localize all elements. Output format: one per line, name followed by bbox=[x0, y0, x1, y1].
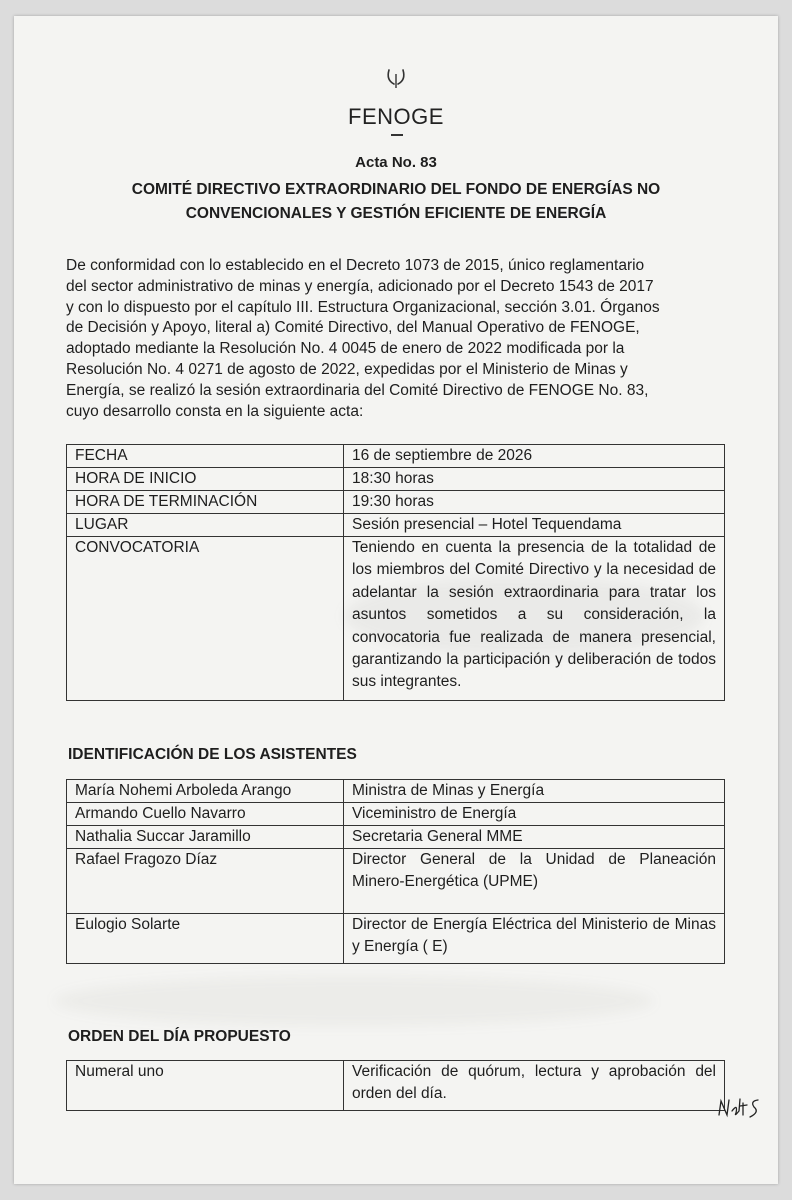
table-row bbox=[67, 468, 725, 491]
title-line-1: COMITÉ DIRECTIVO EXTRAORDINARIO DEL FONDO DE ENERGÍAS NO bbox=[131, 181, 661, 198]
session-details-table bbox=[66, 444, 725, 701]
intro-paragraph bbox=[66, 256, 723, 422]
field-value: 16 de septiembre de 2026 bbox=[344, 445, 725, 468]
attendee-name: Nathalia Succar Jaramillo bbox=[67, 826, 344, 849]
attendee-name: Eulogio Solarte bbox=[67, 914, 344, 964]
table-row bbox=[67, 826, 725, 849]
bleed-through-smudge bbox=[54, 976, 654, 1026]
brand-name: FENOGE bbox=[348, 104, 444, 129]
field-value: 19:30 horas bbox=[344, 491, 725, 514]
agenda-table bbox=[66, 1060, 725, 1111]
handwritten-initials bbox=[716, 1093, 764, 1121]
intro-line: y con lo dispuesto por el capítulo III. Estructura Organizacional, sección 3.01. Órganos bbox=[66, 298, 660, 316]
attendee-role: Director de Energía Eléctrica del Ministerio de Minas y Energía ( E) bbox=[344, 914, 725, 964]
table-row bbox=[67, 1061, 725, 1111]
title-line-2: CONVENCIONALES Y GESTIÓN EFICIENTE DE ENERGÍA bbox=[185, 205, 607, 222]
agenda-item: Numeral uno bbox=[67, 1061, 344, 1111]
intro-line: de Decisión y Apoyo, literal a) Comité Directivo, del Manual Operativo de FENOGE, bbox=[66, 319, 640, 337]
agenda-description: Verificación de quórum, lectura y aprobación del orden del día. bbox=[344, 1061, 725, 1111]
agenda-heading: ORDEN DEL DÍA PROPUESTO bbox=[68, 1028, 291, 1045]
attendee-role: Ministra de Minas y Energía bbox=[344, 780, 725, 803]
intro-line: del sector administrativo de minas y energía, adicionado por el Decreto 1543 de 2017 bbox=[66, 277, 654, 295]
fenoge-logo-icon bbox=[378, 58, 414, 94]
field-value: Teniendo en cuenta la presencia de la totalidad de los miembros del Comité Directivo y la necesidad de adelantar la sesión extraordinaria para tratar los asuntos sometidos a su consideración, la convocatoria fue realizada de manera presencial, garantizando la participación y deliberación de todos sus integrantes. bbox=[344, 537, 725, 701]
field-label: HORA DE TERMINACIÓN bbox=[67, 491, 344, 514]
field-label: HORA DE INICIO bbox=[67, 468, 344, 491]
table-row bbox=[67, 914, 725, 964]
table-row bbox=[67, 803, 725, 826]
intro-line: Energía, se realizó la sesión extraordinaria del Comité Directivo de FENOGE No. 83, bbox=[66, 381, 649, 399]
attendees-table bbox=[66, 779, 725, 964]
intro-line: De conformidad con lo establecido en el Decreto 1073 de 2015, único reglamentario bbox=[66, 257, 645, 274]
attendee-name: Armando Cuello Navarro bbox=[67, 803, 344, 826]
table-row bbox=[67, 537, 725, 701]
attendee-name: Rafael Fragozo Díaz bbox=[67, 849, 344, 914]
table-row bbox=[67, 849, 725, 914]
attendee-role: Secretaria General MME bbox=[344, 826, 725, 849]
table-row bbox=[67, 491, 725, 514]
intro-line: adoptado mediante la Resolución No. 4 0045 de enero de 2022 modificada por la bbox=[66, 340, 625, 358]
attendee-role: Viceministro de Energía bbox=[344, 803, 725, 826]
table-row bbox=[67, 514, 725, 537]
field-value: 18:30 horas bbox=[344, 468, 725, 491]
field-label: CONVOCATORIA bbox=[67, 537, 344, 701]
brand-divider bbox=[391, 134, 403, 136]
attendee-role: Director General de la Unidad de Planeación Minero-Energética (UPME) bbox=[344, 849, 725, 914]
field-value: Sesión presencial – Hotel Tequendama bbox=[344, 514, 725, 537]
table-row bbox=[67, 780, 725, 803]
intro-line: cuyo desarrollo consta en la siguiente acta: bbox=[66, 402, 364, 420]
document-title bbox=[100, 178, 692, 226]
intro-line: Resolución No. 4 0271 de agosto de 2022, expedidas por el Ministerio de Minas y bbox=[66, 360, 628, 378]
attendee-name: María Nohemi Arboleda Arango bbox=[67, 780, 344, 803]
field-label: FECHA bbox=[67, 445, 344, 468]
field-label: LUGAR bbox=[67, 514, 344, 537]
acta-number: Acta No. 83 bbox=[355, 154, 437, 171]
table-row bbox=[67, 445, 725, 468]
attendees-heading: IDENTIFICACIÓN DE LOS ASISTENTES bbox=[68, 746, 357, 763]
